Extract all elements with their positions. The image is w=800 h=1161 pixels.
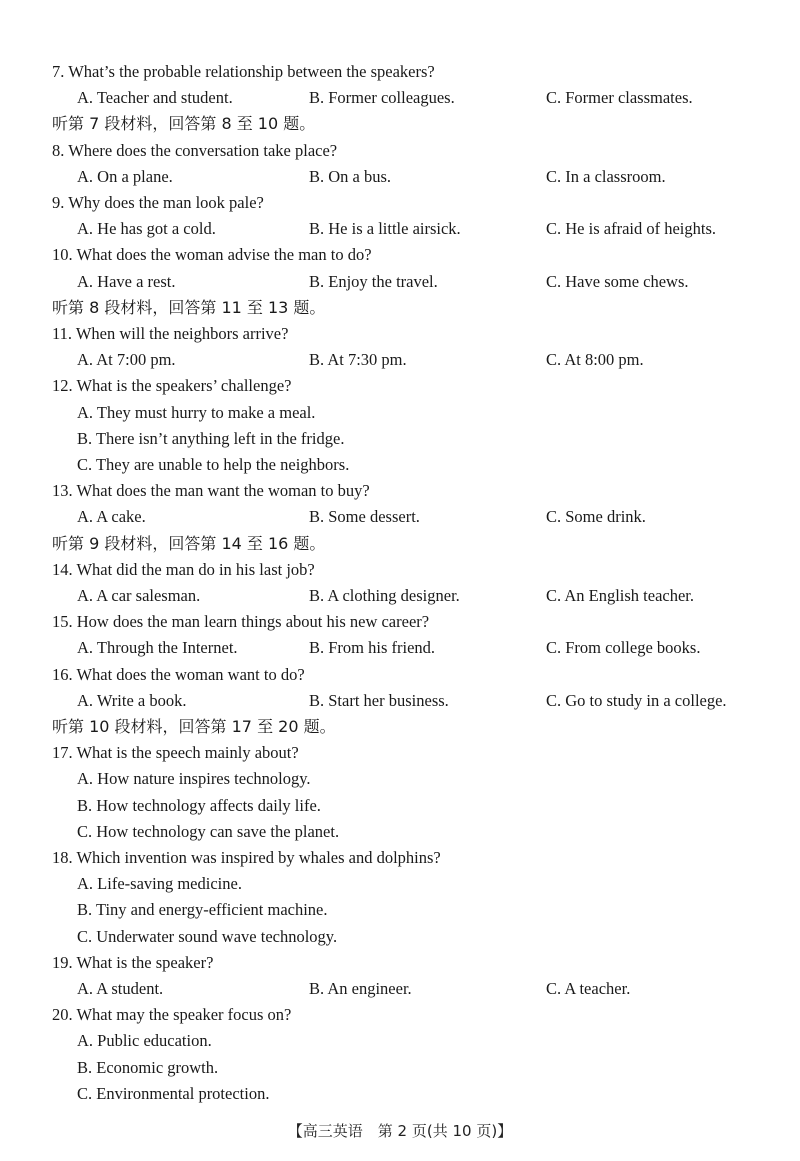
question-line [0,662,800,688]
option-text: B. How technology affects daily life. [77,795,321,815]
option-a: A. A car salesman. [77,586,201,605]
option-line [0,1028,800,1054]
question-text: 11. When will the neighbors arrive? [52,324,289,343]
option-c: C. From college books. [546,638,701,658]
question-text: 14. What did the man do in his last job? [52,559,315,579]
question-line [0,845,800,871]
question-line [0,557,800,583]
instruction-text: 听第 10 段材料，回答第 17 至 20 题。 [52,717,336,736]
question-line [0,242,800,268]
option-text: A. Life-saving medicine. [77,874,242,894]
option-b: B. Former colleagues. [309,88,455,108]
option-a: A. A cake. [77,507,146,527]
question-line [0,59,800,85]
option-c: C. In a classroom. [546,166,666,186]
options-row [0,164,800,190]
question-line [0,740,800,766]
option-line [0,871,800,897]
option-a: A. At 7:00 pm. [77,350,176,370]
option-line [0,1081,800,1107]
question-line [0,1002,800,1028]
options-row [0,583,800,609]
option-line [0,1055,800,1081]
question-text: 20. What may the speaker focus on? [52,1005,292,1025]
option-line [0,793,800,819]
option-b: B. Start her business. [309,690,449,710]
option-line [0,924,800,950]
option-a: A. Through the Internet. [77,638,238,658]
option-a: A. He has got a cold. [77,219,216,239]
option-c: C. Have some chews. [546,271,689,291]
option-c: C. A teacher. [546,979,631,998]
option-b: B. Enjoy the travel. [309,271,438,291]
question-text: 15. How does the man learn things about his new career? [52,612,430,632]
options-row [0,976,800,1002]
page-footer: 【高三英语 第 2 页(共 10 页)】 [287,1122,513,1140]
option-b: B. Some dessert. [309,507,420,527]
option-b: B. At 7:30 pm. [309,350,407,370]
option-a: A. Have a rest. [77,271,176,291]
option-c: C. At 8:00 pm. [546,350,644,370]
option-line [0,452,800,478]
option-text: A. They must hurry to make a meal. [77,402,316,422]
option-b: B. An engineer. [309,979,412,998]
option-text: B. Tiny and energy-efficient machine. [77,900,328,920]
instruction-text: 听第 7 段材料，回答第 8 至 10 题。 [52,114,316,134]
option-a: A. A student. [77,979,164,998]
options-row [0,635,800,661]
option-text: B. Economic growth. [77,1057,219,1077]
question-text: 19. What is the speaker? [52,952,214,972]
question-text: 9. Why does the man look pale? [52,193,264,212]
question-line [0,478,800,504]
option-c: C. Some drink. [546,507,646,527]
option-line [0,897,800,923]
option-c: C. Former classmates. [546,88,693,108]
option-text: C. Underwater sound wave technology. [77,926,338,946]
instruction-line [0,531,800,557]
option-line [0,400,800,426]
question-line [0,609,800,635]
instruction-text: 听第 8 段材料，回答第 11 至 13 题。 [52,297,326,317]
option-text: C. They are unable to help the neighbors. [77,455,350,474]
options-row [0,269,800,295]
option-line [0,766,800,792]
options-row [0,347,800,373]
option-b: B. He is a little airsick. [309,219,461,239]
instruction-text: 听第 9 段材料，回答第 14 至 16 题。 [52,533,326,553]
option-c: C. Go to study in a college. [546,690,727,710]
option-b: B. A clothing designer. [309,586,460,605]
question-text: 16. What does the woman want to do? [52,664,305,684]
option-text: A. Public education. [77,1031,212,1051]
option-b: B. From his friend. [309,638,436,658]
question-text: 10. What does the woman advise the man to do? [52,245,372,265]
option-a: A. Teacher and student. [77,88,233,108]
question-line [0,321,800,347]
options-row [0,216,800,242]
options-row [0,688,800,714]
question-text: 13. What does the man want the woman to buy? [52,481,370,501]
question-text: 8. Where does the conversation take place? [52,140,338,160]
option-c: C. An English teacher. [546,586,695,605]
question-text: 7. What’s the probable relationship between the speakers? [52,62,435,81]
option-text: B. There isn’t anything left in the fridge. [77,428,345,448]
question-line [0,138,800,164]
option-text: C. Environmental protection. [77,1083,270,1103]
instruction-line [0,111,800,137]
options-row [0,504,800,530]
question-text: 18. Which invention was inspired by whales and dolphins? [52,848,441,867]
question-text: 12. What is the speakers’ challenge? [52,376,292,396]
option-text: A. How nature inspires technology. [77,769,311,789]
option-c: C. He is afraid of heights. [546,219,717,239]
option-a: A. Write a book. [77,690,187,710]
option-a: A. On a plane. [77,166,173,186]
option-b: B. On a bus. [309,166,392,186]
instruction-line [0,295,800,321]
options-row [0,85,800,111]
option-line [0,819,800,845]
question-line [0,950,800,976]
question-line [0,190,800,216]
question-line [0,373,800,399]
option-line [0,426,800,452]
instruction-line [0,714,800,740]
option-text: C. How technology can save the planet. [77,821,340,841]
question-text: 17. What is the speech mainly about? [52,743,299,763]
